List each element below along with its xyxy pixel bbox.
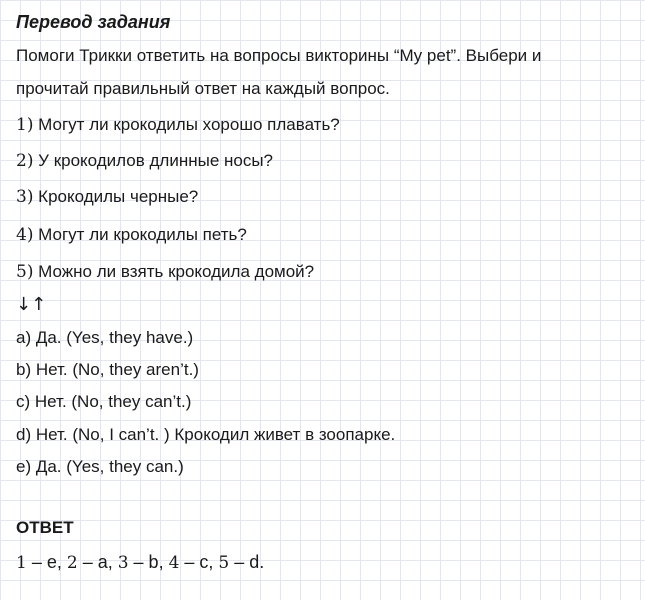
option-c: c) Нет. (No, they can’t.) bbox=[16, 392, 192, 411]
answer-number: 3 bbox=[117, 553, 129, 573]
answer-number: 2 bbox=[66, 553, 78, 573]
option-e: e) Да. (Yes, they can.) bbox=[16, 457, 184, 476]
intro-line-1: Помоги Трикки ответить на вопросы викторины “My pet”. Выбери и bbox=[16, 46, 542, 65]
option-b: b) Нет. (No, they aren’t.) bbox=[16, 360, 199, 379]
answer-text: – c, bbox=[179, 552, 219, 572]
question-number: 2) bbox=[16, 151, 34, 171]
question-3 bbox=[16, 186, 198, 208]
match-arrows-icon: ↓↑ bbox=[16, 294, 47, 315]
intro-line-2: прочитай правильный ответ на каждый вопрос. bbox=[16, 79, 390, 98]
answer-number: 4 bbox=[168, 553, 180, 573]
question-number: 3) bbox=[16, 187, 34, 207]
question-text: Могут ли крокодилы петь? bbox=[33, 225, 247, 244]
question-5 bbox=[16, 261, 314, 283]
option-a: a) Да. (Yes, they have.) bbox=[16, 328, 194, 347]
answer-number: 5 bbox=[218, 553, 230, 573]
question-number: 5) bbox=[16, 262, 34, 282]
question-text: У крокодилов длинные носы? bbox=[33, 151, 274, 170]
question-2 bbox=[16, 150, 273, 172]
answer-text: – a, bbox=[77, 552, 118, 572]
answer-text: – b, bbox=[128, 552, 169, 572]
task-heading: Перевод задания bbox=[16, 12, 171, 32]
answer-text: – e, bbox=[26, 552, 67, 572]
question-text: Можно ли взять крокодила домой? bbox=[33, 262, 315, 281]
option-d: d) Нет. (No, I can’t. ) Крокодил живет в зоопарке. bbox=[16, 425, 396, 444]
question-4 bbox=[16, 224, 247, 246]
answer-number: 1 bbox=[16, 553, 27, 573]
question-1 bbox=[16, 114, 340, 136]
question-text: Могут ли крокодилы хорошо плавать? bbox=[33, 115, 340, 134]
question-number: 1) bbox=[16, 115, 34, 135]
answer-line bbox=[16, 552, 264, 573]
question-number: 4) bbox=[16, 225, 34, 245]
question-text: Крокодилы черные? bbox=[33, 187, 199, 206]
answer-heading: ОТВЕТ bbox=[16, 518, 74, 537]
answer-text: – d. bbox=[229, 552, 265, 572]
